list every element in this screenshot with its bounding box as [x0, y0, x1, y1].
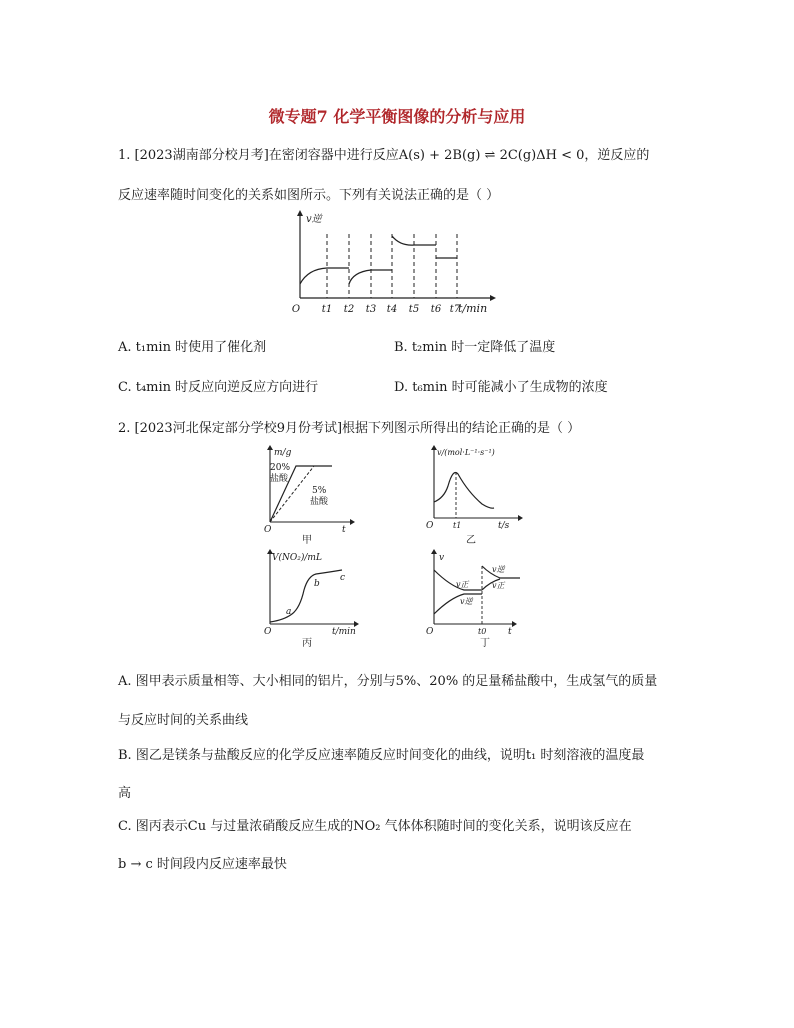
point-a: a: [286, 607, 292, 617]
svg-text:t4: t4: [386, 304, 398, 315]
fig-yi: [420, 444, 530, 544]
page-title: 微专题7 化学平衡图像的分析与应用: [268, 107, 526, 126]
x-axis-label: t/min: [458, 302, 488, 315]
x-axis-label: t/min: [332, 627, 356, 637]
q1-stem-line2: 反应速率随时间变化的关系如图所示。下列有关说法正确的是（ ）: [118, 188, 500, 203]
q2-option-b-line2: 高: [118, 786, 132, 801]
label-v-zheng-2: v正: [492, 581, 505, 590]
q2-option-a-line2: 与反应时间的关系曲线: [118, 713, 249, 728]
v-reverse-curve: [300, 236, 457, 284]
label-v-ni-1: v逆: [460, 597, 473, 606]
label-20: 20%: [270, 463, 291, 473]
origin-label: O: [426, 627, 434, 637]
volume-curve: [270, 570, 342, 622]
dashed-lines: [327, 234, 457, 298]
q2-option-c-line2: b → c 时间段内反应速率最快: [118, 857, 287, 872]
q2-stem: 2. [2023河北保定部分学校9月份考试]根据下列图示所得出的结论正确的是（ ）: [118, 421, 581, 436]
caption-bing: 丙: [302, 638, 312, 649]
y-axis-label: m/g: [274, 448, 292, 458]
rate-curve: [434, 473, 494, 509]
caption-yi: 乙: [466, 535, 476, 544]
fig-bing: [258, 548, 368, 650]
x-axis-arrow: [490, 295, 496, 301]
q2-option-c-line1[interactable]: C. 图丙表示Cu 与过量浓硝酸反应生成的NO₂ 气体体积随时间的变化关系，说明该反应在: [118, 819, 632, 834]
fig-ding: [420, 548, 530, 650]
origin-label: O: [426, 521, 434, 531]
x-axis-label: t: [508, 627, 512, 637]
point-b: b: [314, 579, 320, 589]
y-axis-label: v/(mol·L⁻¹·s⁻¹): [437, 448, 495, 457]
tick-t0: t0: [478, 627, 487, 636]
svg-text:t6: t6: [430, 304, 442, 315]
svg-text:t1: t1: [321, 304, 333, 315]
tick-t1: t1: [453, 521, 462, 530]
q2-option-b-line1[interactable]: B. 图乙是镁条与盐酸反应的化学反应速率随反应时间变化的曲线，说明t₁ 时刻溶液的温度最: [118, 748, 645, 763]
label-v-ni-2: v逆: [492, 565, 505, 574]
v-ni-curve-1: [434, 594, 482, 614]
q1-option-b[interactable]: B. t₂min 时一定降低了温度: [394, 340, 556, 355]
svg-text:t3: t3: [365, 304, 377, 315]
label-20-acid: 盐酸: [270, 474, 289, 484]
caption-ding: 丁: [480, 638, 490, 649]
svg-text:t2: t2: [343, 304, 355, 315]
q1-rate-graph: [290, 208, 500, 320]
origin-label: O: [291, 304, 301, 315]
q1-option-c[interactable]: C. t₄min 时反应向逆反应方向进行: [118, 380, 319, 395]
origin-label: O: [264, 525, 272, 535]
fig-jia: [258, 444, 358, 544]
label-v-zheng-1: v正: [456, 580, 469, 589]
svg-text:t5: t5: [408, 304, 420, 315]
q1-stem-line1: 1. [2023湖南部分校月考]在密闭容器中进行反应A(s) + 2B(g) ⇌ 2C(g)ΔH < 0，逆反应的: [118, 148, 650, 163]
point-c: c: [340, 573, 346, 583]
y-axis-arrow: [297, 210, 303, 216]
y-axis-label: v: [439, 553, 445, 563]
y-axis-label: v逆: [306, 214, 322, 225]
x-axis-label: t/s: [498, 521, 510, 531]
label-5-acid: 盐酸: [310, 497, 329, 507]
origin-label: O: [264, 627, 272, 637]
q1-option-d[interactable]: D. t₆min 时可能减小了生成物的浓度: [394, 380, 608, 395]
x-axis-label: t: [342, 525, 346, 535]
q1-option-a[interactable]: A. t₁min 时使用了催化剂: [118, 340, 267, 355]
q2-option-a-line1[interactable]: A. 图甲表示质量相等、大小相同的铝片，分别与5%、20% 的足量稀盐酸中，生成氢气的质量: [118, 674, 658, 689]
y-axis-label: V(NO₂)/mL: [272, 553, 322, 563]
label-5: 5%: [312, 486, 327, 496]
svg-text:t7: t7: [449, 304, 461, 315]
caption-jia: 甲: [302, 535, 312, 544]
x-ticks: [322, 304, 461, 315]
